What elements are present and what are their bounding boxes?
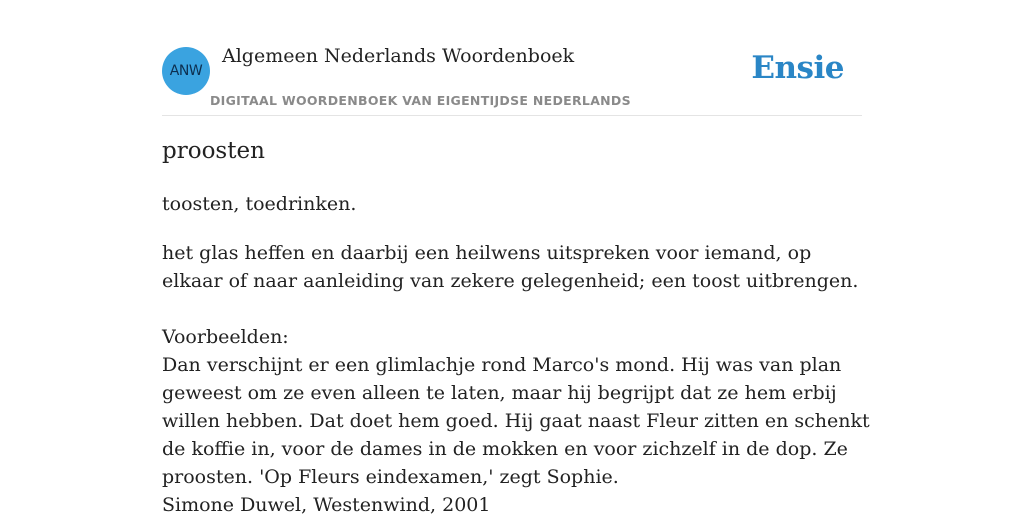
entry-synonyms: toosten, toedrinken. bbox=[162, 193, 357, 215]
entry-headword: proosten bbox=[162, 138, 265, 164]
dictionary-page bbox=[162, 0, 870, 516]
examples-label: Voorbeelden: bbox=[162, 326, 289, 348]
header-divider bbox=[162, 115, 862, 116]
site-subtitle: DIGITAAL WOORDENBOEK VAN EIGENTIJDSE NEDERLANDS bbox=[210, 93, 631, 108]
examples-section bbox=[162, 323, 872, 519]
example-text: Dan verschijnt er een glimlachje rond Marco's mond. Hij was van plan geweest om ze even alleen te laten, maar hij begrijpt dat ze hem erbij willen hebben. Dat doet hem goed. Hij gaat naast Fleur zitten en schenkt de koffie in, voor de dames in de mokken en voor zichzelf in de dop. Ze proosten. 'Op Fleurs eindexamen,' zegt Sophie. bbox=[162, 354, 870, 488]
ensie-logo-link[interactable]: Ensie bbox=[751, 50, 844, 86]
anw-logo[interactable] bbox=[162, 47, 210, 95]
example-source: Simone Duwel, Westenwind, 2001 bbox=[162, 494, 491, 516]
site-title[interactable]: Algemeen Nederlands Woordenboek bbox=[222, 45, 575, 67]
entry-definition: het glas heffen en daarbij een heilwens uitspreken voor iemand, op elkaar of naar aanleiding van zekere gelegenheid; een toost uitbrengen. bbox=[162, 242, 859, 292]
logo-text: ANW bbox=[169, 63, 203, 79]
